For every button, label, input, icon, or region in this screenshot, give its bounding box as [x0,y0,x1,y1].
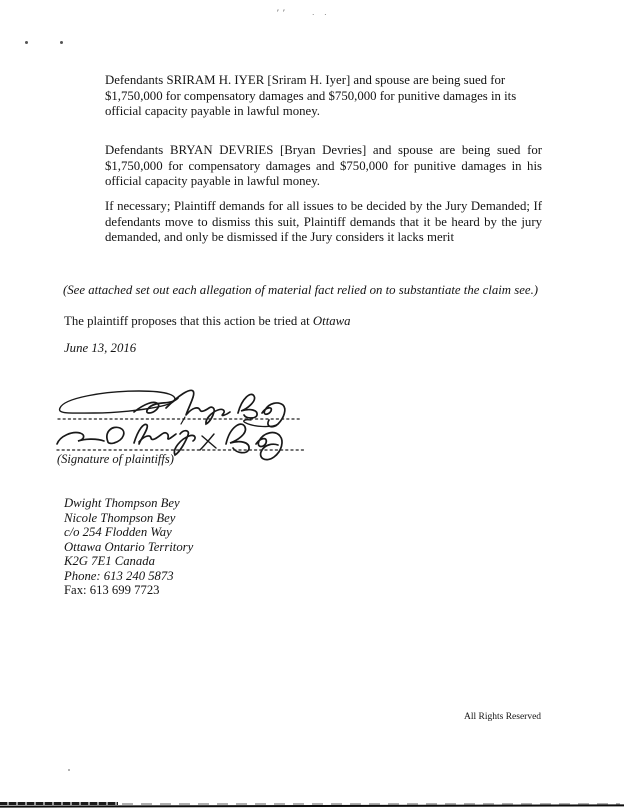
contact-line-address-1: c/o 254 Flodden Way [64,525,172,539]
scan-artifact: · · [312,11,331,19]
trial-location: Ottawa [312,314,351,328]
paragraph-defendant-iyer: Defendants SRIRAM H. IYER [Sriram H. Iyer] and spouse are being sued for $1,750,000 for compensatory damages and $750,000 for punitive damages in its official capacity payable in lawful money. [105,73,517,119]
paragraph-jury-demand: If necessary; Plaintiff demands for all issues to be decided by the Jury Demanded; If defendants move to dismiss this suit, Plaintiff demands that it be heard by the jury demanded, and only be dismissed if the Jury considers it lacks merit [105,199,542,245]
scan-artifact: ′′ [277,8,289,18]
scan-artifact [25,41,28,44]
attachment-note: (See attached set out each allegation of material fact relied on to substantiate the claim see.) [63,283,539,297]
scan-edge-line [0,804,624,807]
contact-line-address-2: Ottawa Ontario Territory [64,539,194,554]
signatures-block [54,382,314,462]
document-date: June 13, 2016 [64,341,137,355]
footer-rights-notice: All Rights Reserved [464,712,542,722]
contact-line-name-1: Dwight Thompson Bey [64,496,180,510]
contact-line-fax: Fax: 613 699 7723 [64,583,160,597]
trial-proposal-text: The plaintiff proposes that this action be tried at [64,314,313,328]
scan-artifact [60,41,63,44]
contact-line-phone: Phone: 613 240 5873 [64,568,174,583]
signature-1 [60,390,285,426]
scan-artifact [68,769,70,771]
trial-proposal [64,314,351,329]
contact-block [64,496,193,598]
contact-line-name-2: Nicole Thompson Bey [64,510,176,525]
signature-caption: (Signature of plaintiffs) [57,452,174,466]
contact-line-address-3: K2G 7E1 Canada [64,554,155,568]
paragraph-defendant-devries: Defendants BRYAN DEVRIES [Bryan Devries] and spouse are being sued for $1,750,000 for compensatory damages and $750,000 for punitive damages in his official capacity payable in lawful money. [105,143,542,189]
